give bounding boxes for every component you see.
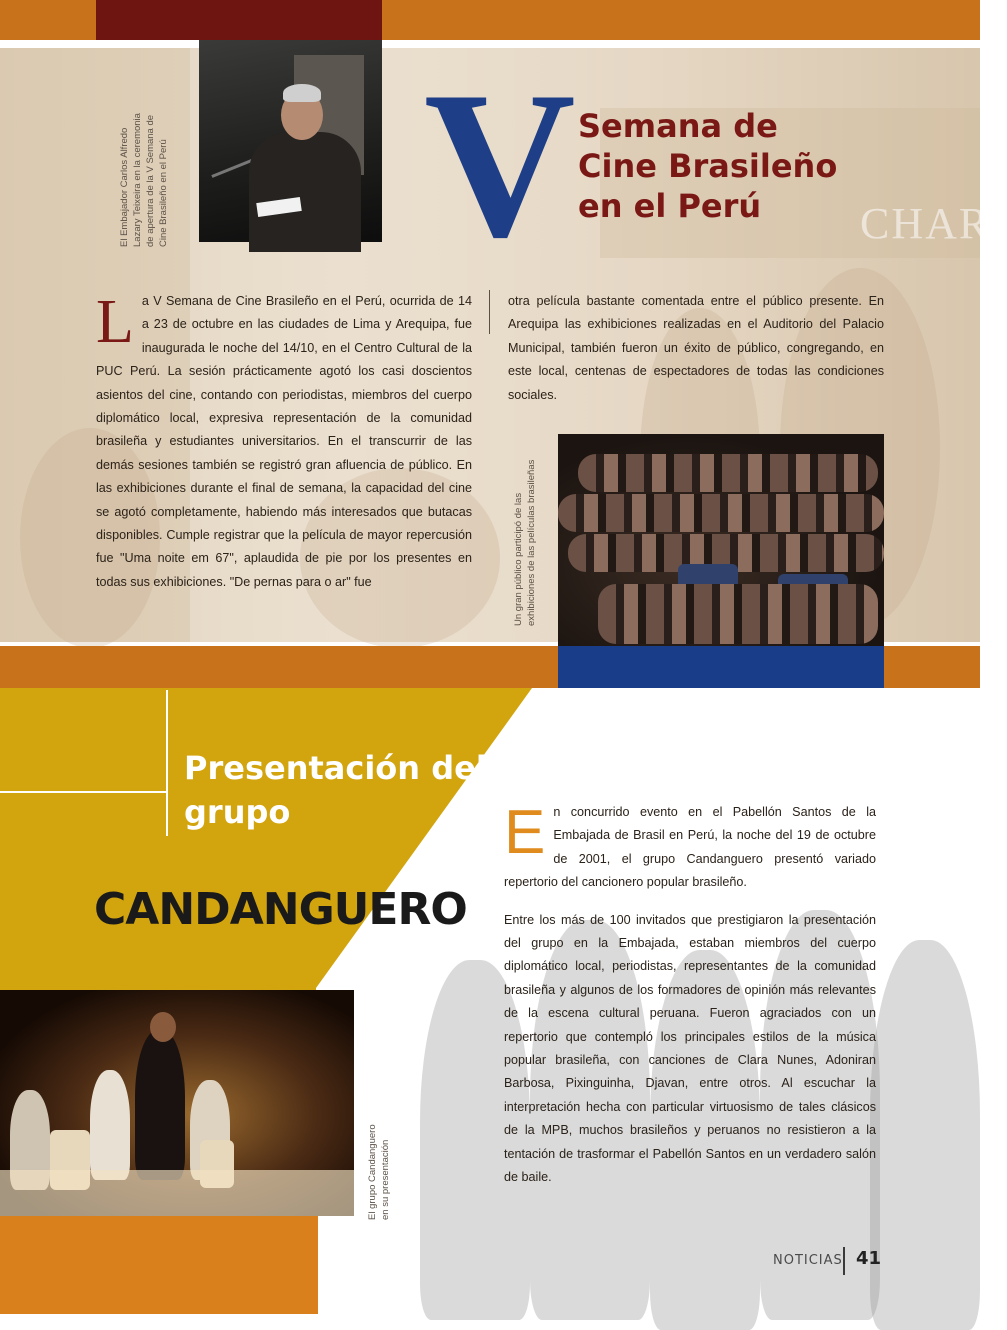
article1-column2-text: otra película bastante comentada entre el público presente. En Arequipa las exhibiciones realizadas en el Auditorio del Palacio Municipal, también fueron un éxito de público, congregando, en este local, centenas de espectadores de todas las condiciones sociales. (508, 294, 884, 402)
white-horizontal-rule (0, 791, 166, 793)
footer-divider (843, 1247, 845, 1275)
title-line: Cine Brasileño (578, 147, 838, 185)
column-divider (489, 290, 490, 334)
dropcap-l: L (96, 288, 134, 356)
bottom-orange-block (0, 1216, 318, 1314)
dropcap-e: E (504, 798, 546, 867)
article2-paragraph1-text: n concurrido evento en el Pabellón Santos de la Embajada de Brasil en Perú, la noche del 19 de octubre de 2001, el grupo Candanguero presentó variado repertorio del cancionero popular brasileño. (504, 805, 876, 890)
audience-photo-blue-base (558, 646, 884, 688)
top-white-rule (0, 40, 980, 48)
article2-title (184, 746, 504, 834)
audience-photo (558, 434, 884, 648)
ambassador-photo-caption (118, 95, 192, 247)
caption-line: en su presentación (380, 1139, 391, 1220)
article1-column2 (508, 290, 884, 407)
top-maroon-band (96, 0, 382, 40)
caption-line: de apertura de la V Semana de (145, 114, 156, 247)
article2-paragraph2-text: Entre los más de 100 invitados que prestigiaron la presentación del grupo en la Embajada, estaban miembros del cuerpo diplomático local, periodistas, representantes de la comunidad brasileña y algunos de los formadores de opinión más relevantes de la escena cultural peruana. Fueron agraciados con un repertorio que contempló los principales estilos de la música popular brasileña, con canciones de Clara Nunes, Adoniran Barbosa, Pixinguinha, Djavan, entre otros. Al escuchar la interpretación hecha con particular virtuosismo de tales clásicos de la MPB, muchos brasileños y peruanos no resistieron a la tentación de trasformar el Pabellón Santos en un verdadero salón de baile. (504, 912, 876, 1185)
caption-line: Lazary Teixeira en la ceremonia (132, 113, 143, 247)
page-number: 41 (856, 1248, 882, 1269)
title-initial-v: V (424, 49, 576, 281)
title-line: Presentación del (184, 749, 487, 787)
title-line: en el Perú (578, 187, 762, 225)
article2-paragraph (504, 909, 876, 1190)
article2-paragraph (504, 798, 876, 895)
article1-title (578, 106, 878, 226)
caption-line: El grupo Candanguero (367, 1124, 378, 1220)
article1-column1-text: a V Semana de Cine Brasileño en el Perú, ocurrida de 14 a 23 de octubre en las ciudades de Lima y Arequipa, fue inaugurada le noche del 14/10, en el Centro Cultural de la PUC Perú. La sesión prácticamente agotó los casi doscientos asientos del cine, contando con periodistas, miembros del cuerpo diplomático local, expresiva representación de la comunidad brasileña y estudiantes universitarios. En el transcurrir de las demás sesiones también se registró gran afluencia de público. En las exhibiciones durante el final de semana, la capacidad del cine se agotó completamente, habiendo más interesados que butacas disponibles. Cumple registrar que la película de mayor repercusión fue "Uma noite em 67", aplaudida de pie por los presentes en todas sus exhibiciones. "De pernas para o ar" fue (96, 294, 472, 589)
band-photo-caption (366, 1096, 406, 1220)
caption-line: Un gran público participó de las (513, 492, 524, 626)
caption-line: Cine Brasileño en el Perú (158, 139, 169, 247)
title-line: grupo (184, 793, 291, 831)
article2-title-big: CANDANGUERO (94, 884, 467, 935)
article2-body (504, 798, 876, 1204)
footer-section-label: NOTICIAS (773, 1253, 843, 1268)
background-sign-text: CHARI (860, 199, 1007, 248)
title-line: Semana de (578, 107, 778, 145)
band-photo (0, 990, 354, 1216)
caption-line: exhibiciones de las películas brasileñas (526, 459, 537, 626)
white-vertical-rule (166, 690, 168, 836)
article1-column1 (96, 290, 472, 594)
caption-line: El Embajador Carlos Alfredo (119, 127, 130, 247)
ambassador-photo (199, 40, 382, 242)
audience-photo-caption (512, 430, 552, 626)
